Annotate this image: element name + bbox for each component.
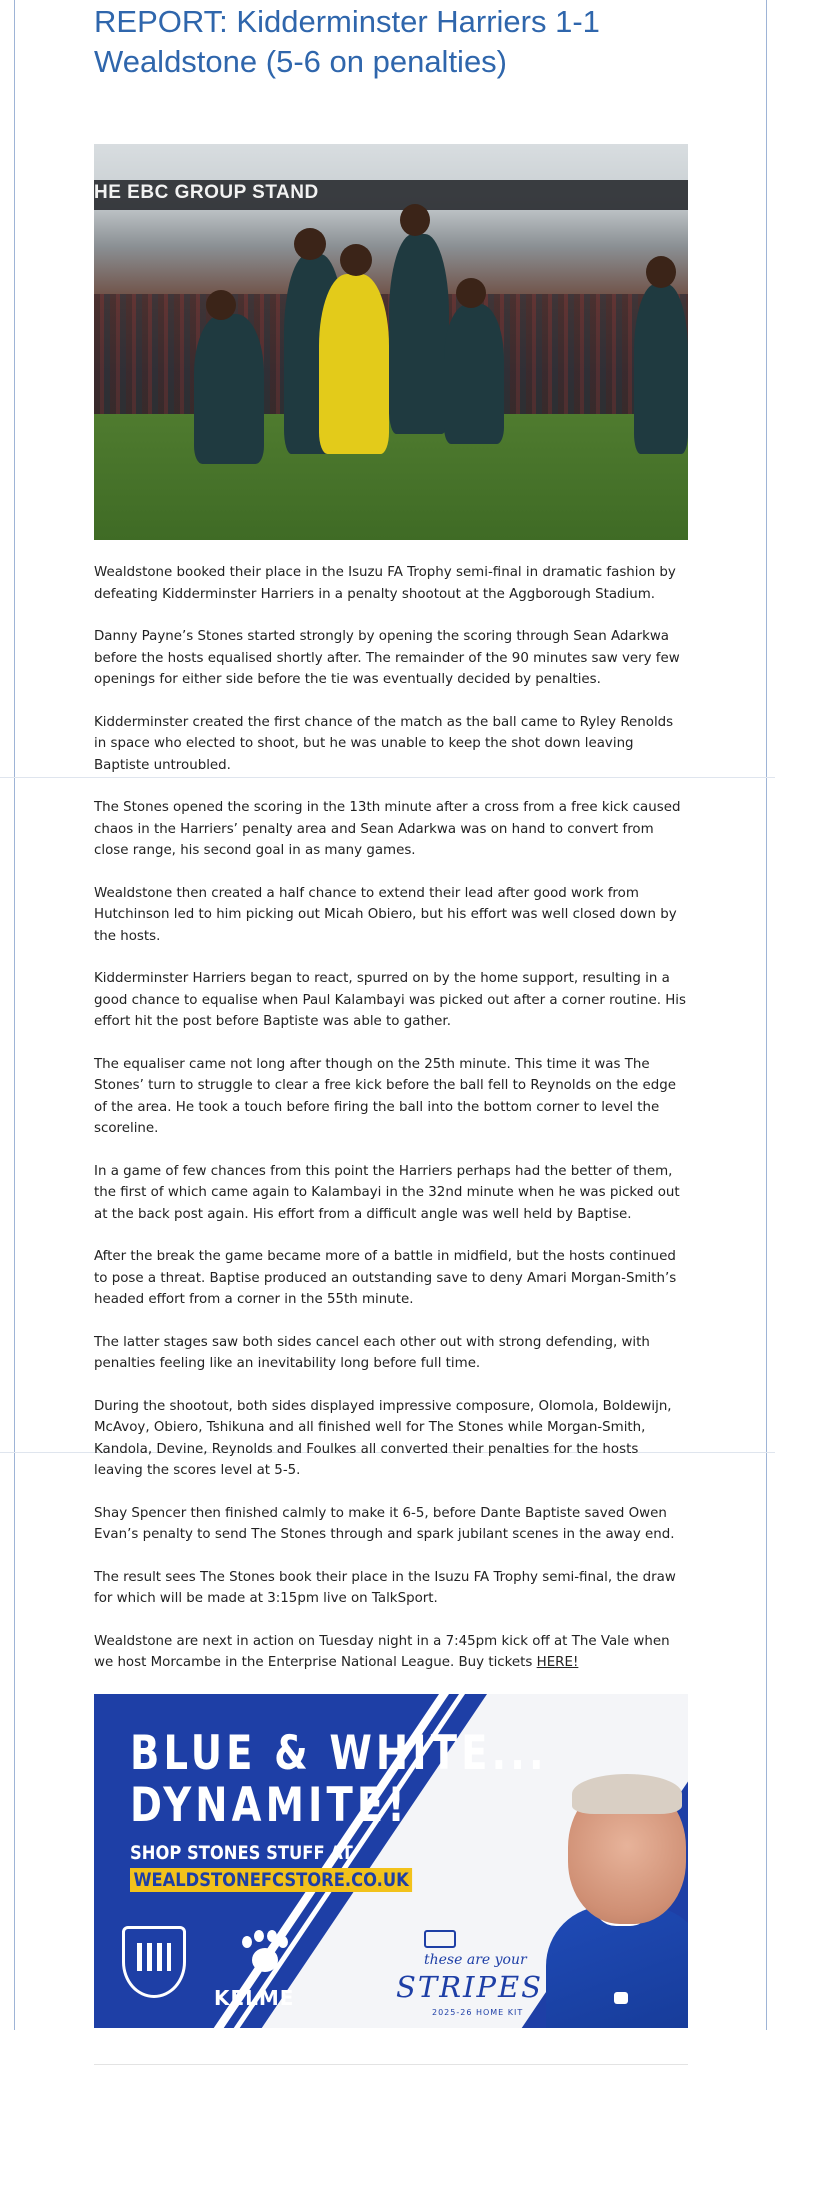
player-hair bbox=[572, 1774, 682, 1814]
article-paragraph: The Stones opened the scoring in the 13th minute after a cross from a free kick caused chaos in the Harriers’ penalty area and Sean Adarkwa was on hand to convert from close range, his second goal in as many games. bbox=[94, 800, 681, 858]
player-figure bbox=[389, 234, 449, 434]
kelme-paw-icon bbox=[240, 1930, 290, 1978]
player-figure bbox=[194, 314, 264, 464]
article-paragraph: In a game of few chances from this point the Harriers perhaps had the better of them, the first of which came again to Kalambayi in the 32nd minute when he was picked out at the back post again. His effort from a difficult angle was well held by Baptise. bbox=[94, 1163, 680, 1222]
article-paragraph: The result sees The Stones book their place in the Isuzu FA Trophy semi-final, the draw for which will be made at 3:15pm live on TalkSport. bbox=[94, 1569, 676, 1606]
player-figure bbox=[634, 284, 688, 454]
promo-shop-line: SHOP STONES STUFF AT bbox=[130, 1841, 353, 1864]
closing-text: Wealdstone are next in action on Tuesday night in a 7:45pm kick off at The Vale when we host Morcambe in the Enterprise National League. Buy tickets bbox=[94, 1633, 670, 1670]
club-crest-icon bbox=[122, 1926, 186, 1998]
player-head bbox=[340, 244, 372, 276]
article-paragraph: Wealdstone booked their place in the Isuzu FA Trophy semi-final in dramatic fashion by defeating Kidderminster Harriers in a penalty shootout at the Aggborough Stadium. bbox=[94, 565, 676, 602]
pitch bbox=[94, 414, 688, 540]
end-divider bbox=[94, 2064, 688, 2065]
article-paragraph: The equaliser came not long after though on the 25th minute. This time it was The Stones’ turn to struggle to clear a free kick before the ball fell to Reynolds on the edge of the area. He took a touch before firing the ball into the bottom corner to level the scoreline. bbox=[94, 1056, 676, 1136]
article-paragraph: Shay Spencer then finished calmly to make it 6-5, before Dante Baptiste saved Owen Evan’s penalty to send The Stones through and spark jubilant scenes in the away end. bbox=[94, 1505, 675, 1542]
player-head bbox=[646, 256, 676, 288]
page-title: REPORT: Kidderminster Harriers 1-1 Wealdstone (5-6 on penalties) bbox=[94, 4, 600, 79]
article-paragraph: Kidderminster Harriers began to react, spurred on by the home support, resulting in a good chance to equalise when Paul Kalambayi was picked out after a corner routine. His effort hit the post before Baptiste was able to gather. bbox=[94, 971, 686, 1029]
promo-headline bbox=[130, 1725, 548, 1833]
promo-shop-url: WEALDSTONEFCSTORE.CO.UK bbox=[130, 1868, 412, 1892]
promo-headline-line-1: BLUE & WHITE... bbox=[130, 1725, 548, 1781]
buy-tickets-link[interactable]: HERE! bbox=[536, 1655, 579, 1670]
article-body bbox=[94, 562, 688, 1674]
player-head bbox=[400, 204, 430, 236]
article-paragraph: Kidderminster created the first chance of the match as the ball came to Ryley Renolds in space who elected to shoot, but he was unable to keep the shot down leaving Baptiste untroubled. bbox=[94, 714, 674, 773]
store-promo-banner[interactable] bbox=[94, 1694, 688, 2028]
article-paragraph: Wealdstone then created a half chance to extend their lead after good work from Hutchinson led to him picking out Micah Obiero, but his effort was well closed down by the hosts. bbox=[94, 885, 677, 944]
promo-headline-line-2: DYNAMITE! bbox=[130, 1777, 409, 1833]
promo-season-label: 2025-26 HOME KIT bbox=[432, 2007, 524, 2017]
article-paragraph: After the break the game became more of a battle in midfield, but the hosts continued to pose a threat. Baptise produced an outstanding save to deny Amari Morgan-Smith’s headed effort from a corner in the 55th minute. bbox=[94, 1249, 677, 1307]
player-figure bbox=[444, 304, 504, 444]
player-head bbox=[206, 290, 236, 320]
kit-badge-icon bbox=[614, 1992, 628, 2004]
closing-paragraph bbox=[94, 1631, 688, 1674]
article-container bbox=[94, 0, 688, 2065]
promo-tagline: these are your bbox=[424, 1951, 527, 1968]
small-crest-icon bbox=[424, 1930, 456, 1948]
player-head bbox=[456, 278, 486, 308]
article-paragraph: Danny Payne’s Stones started strongly by opening the scoring through Sean Adarkwa before the hosts equalised shortly after. The remainder of the 90 minutes saw very few openings for either side before the tie was eventually decided by penalties. bbox=[94, 629, 680, 687]
stand-sign-text: HE EBC GROUP STAND bbox=[94, 182, 319, 203]
match-celebration-photo bbox=[94, 144, 688, 540]
player-head bbox=[294, 228, 326, 260]
goalkeeper-figure bbox=[319, 274, 389, 454]
article-paragraph: During the shootout, both sides displayed impressive composure, Olomola, Boldewijn, McAvoy, Obiero, Tshikuna and all finished well for The Stones while Morgan-Smith, Kandola, Devine, Reynolds and Foulkes all converted their penalties for the hosts leaving the scores level at 5-5. bbox=[94, 1398, 672, 1478]
page-frame-right bbox=[766, 0, 767, 2030]
article-paragraph: The latter stages saw both sides cancel each other out with strong defending, with penalties feeling like an inevitability long before full time. bbox=[94, 1334, 650, 1371]
promo-stripes-wordmark: STRIPES bbox=[396, 1969, 544, 2004]
kelme-logo-text: KELME bbox=[214, 1985, 295, 2010]
page-frame-left bbox=[14, 0, 15, 2030]
